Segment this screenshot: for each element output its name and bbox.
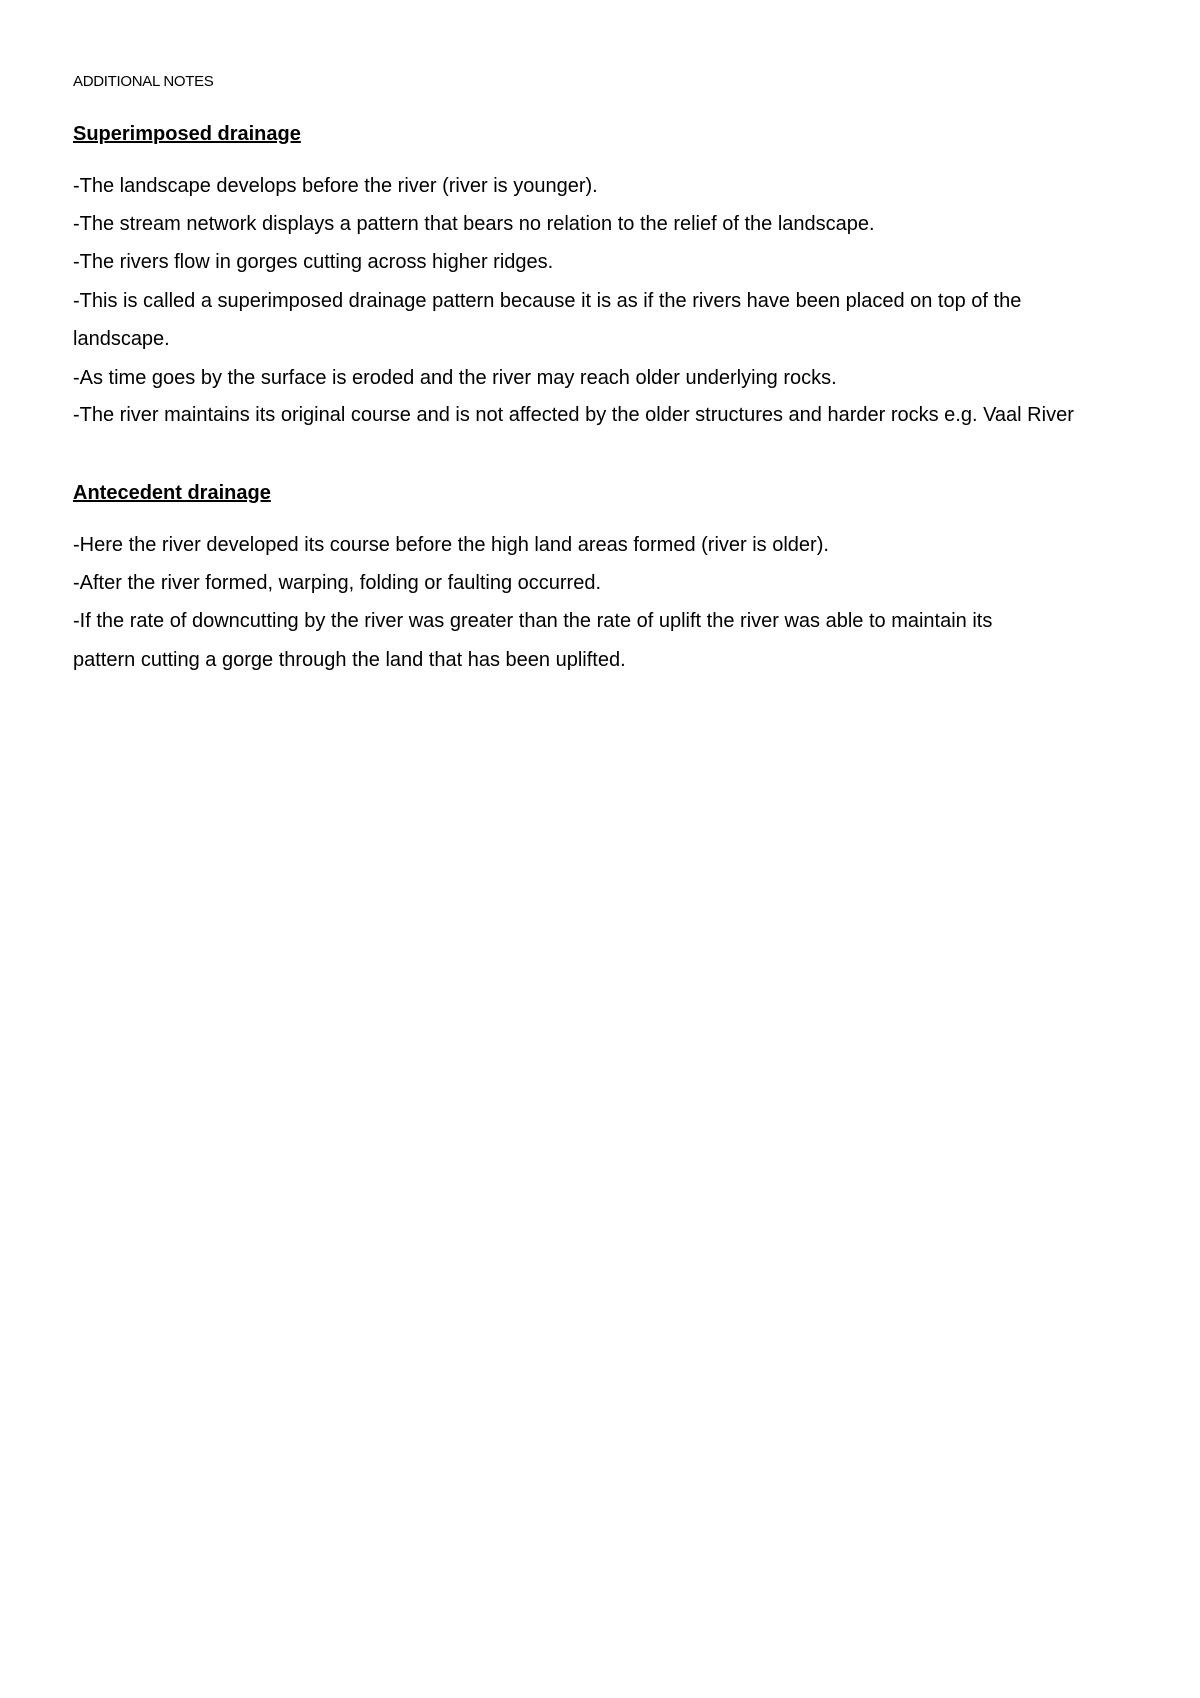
- section-heading-superimposed: Superimposed drainage: [73, 123, 301, 145]
- paragraph: -The stream network displays a pattern that bears no relation to the relief of the landscape.: [73, 213, 875, 235]
- paragraph: -The rivers flow in gorges cutting across higher ridges.: [73, 251, 554, 273]
- paragraph: -Here the river developed its course before the high land areas formed (river is older).: [73, 534, 829, 556]
- paragraph: -The river maintains its original course and is not affected by the older structures and harder rocks e.g. Vaal River: [73, 404, 1074, 426]
- paragraph: landscape.: [73, 328, 170, 350]
- paragraph: -As time goes by the surface is eroded and the river may reach older underlying rocks.: [73, 367, 837, 389]
- paragraph: -The landscape develops before the river (river is younger).: [73, 175, 598, 197]
- paragraph: pattern cutting a gorge through the land that has been uplifted.: [73, 649, 626, 671]
- header-label: ADDITIONAL NOTES: [73, 73, 214, 90]
- paragraph: -After the river formed, warping, folding or faulting occurred.: [73, 572, 602, 594]
- paragraph: -If the rate of downcutting by the river was greater than the rate of uplift the river was able to maintain its: [73, 610, 993, 632]
- section-heading-antecedent: Antecedent drainage: [73, 482, 271, 504]
- paragraph: -This is called a superimposed drainage pattern because it is as if the rivers have been placed on top of the: [73, 290, 1022, 312]
